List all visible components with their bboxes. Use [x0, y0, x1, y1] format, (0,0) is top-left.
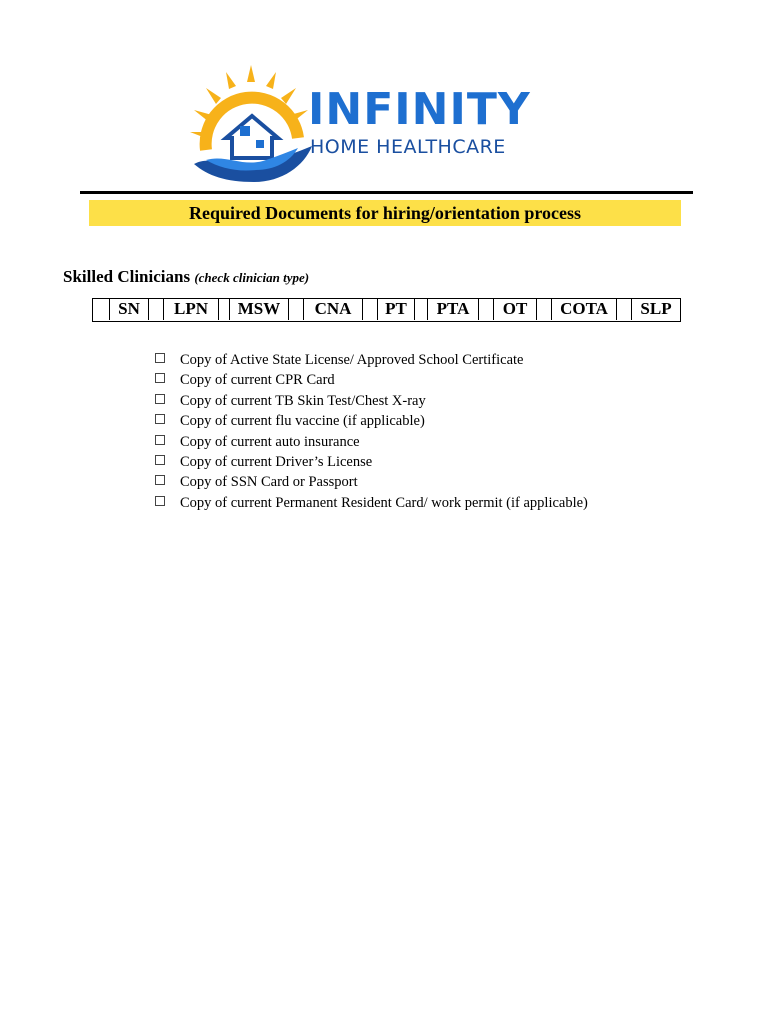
- checklist-item-label: Copy of current CPR Card: [180, 372, 335, 389]
- clinician-type-ot[interactable]: OT: [493, 298, 537, 320]
- checklist-item: [155, 391, 588, 411]
- checklist-item-label: Copy of current flu vaccine (if applicable): [180, 413, 425, 430]
- clinician-type-lpn[interactable]: LPN: [163, 298, 219, 320]
- title-banner: [89, 200, 681, 226]
- page-title: Required Documents for hiring/orientation process: [189, 203, 581, 223]
- clinician-type-slp[interactable]: SLP: [631, 298, 681, 320]
- clinician-type-pt[interactable]: PT: [377, 298, 415, 320]
- checklist-item: [155, 411, 588, 431]
- checklist-item: [155, 370, 588, 390]
- clinician-type-cota[interactable]: COTA: [551, 298, 617, 320]
- logo-wordmark-infinity: INFINITY: [308, 84, 531, 135]
- checkbox[interactable]: [155, 455, 165, 465]
- checklist-item-label: Copy of current Driver’s License: [180, 453, 373, 470]
- checkbox[interactable]: [155, 353, 165, 363]
- checklist-item-label: Copy of Active State License/ Approved School Certificate: [180, 352, 524, 368]
- clinician-type-sn[interactable]: SN: [109, 298, 149, 320]
- section-heading-note: (check clinician type): [194, 270, 310, 285]
- clinician-type-row: [92, 298, 681, 322]
- section-heading-label: Skilled Clinicians: [63, 267, 191, 286]
- checkbox[interactable]: [155, 373, 165, 383]
- checkbox[interactable]: [155, 414, 165, 424]
- clinician-type-cna[interactable]: CNA: [303, 298, 363, 320]
- checklist-item: [155, 350, 588, 370]
- logo-wordmark-home-healthcare: HOME HEALTHCARE: [310, 136, 506, 158]
- checkbox[interactable]: [155, 435, 165, 445]
- checkbox[interactable]: [155, 475, 165, 485]
- checklist-item-label: Copy of current TB Skin Test/Chest X-ray: [180, 392, 426, 409]
- checklist-item: [155, 452, 588, 472]
- checklist-item-label: Copy of current auto insurance: [180, 433, 360, 450]
- clinician-type-msw[interactable]: MSW: [229, 298, 289, 320]
- sun-house-hand-logo-icon: [186, 60, 316, 188]
- checkbox[interactable]: [155, 394, 165, 404]
- document-checklist: [155, 350, 588, 513]
- checklist-item: [155, 432, 588, 452]
- company-logo: [186, 60, 536, 188]
- checklist-item: [155, 472, 588, 492]
- clinician-type-pta[interactable]: PTA: [427, 298, 479, 320]
- checklist-item: [155, 493, 588, 513]
- header-divider: [80, 191, 693, 194]
- checkbox[interactable]: [155, 496, 165, 506]
- checklist-item-label: Copy of current Permanent Resident Card/ work permit (if applicable): [180, 494, 588, 511]
- section-heading: [63, 267, 309, 287]
- checklist-item-label: Copy of SSN Card or Passport: [180, 474, 358, 491]
